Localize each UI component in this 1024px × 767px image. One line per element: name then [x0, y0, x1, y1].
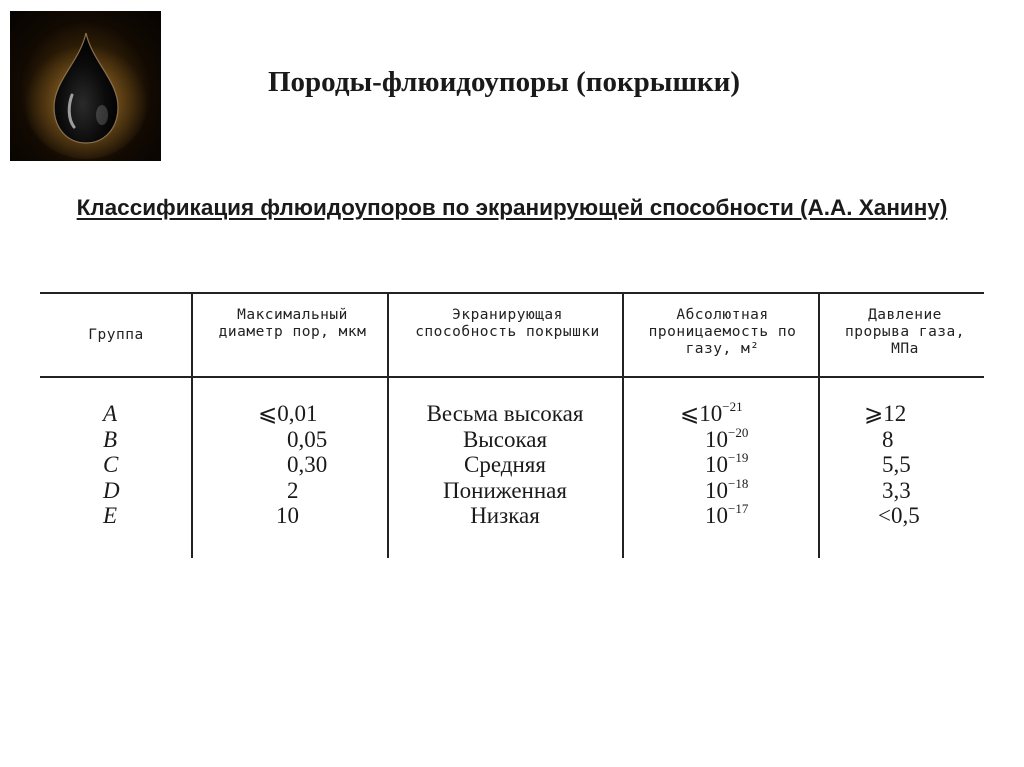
pressure-column	[864, 401, 974, 529]
header-gas-permeability: Абсолютная проницаемость по газу, м²	[648, 307, 797, 357]
table-cell: $⩽10^{-21}$	[680, 399, 743, 426]
table-cell: E	[103, 503, 118, 528]
column-divider	[191, 294, 193, 376]
table-cell: ⩽0,01	[258, 401, 318, 426]
table-cell: $10^{-19}$	[705, 450, 749, 477]
table-cell: Пониженная	[443, 477, 567, 503]
column-divider	[191, 378, 193, 558]
table-header-rule	[40, 376, 984, 378]
permeability-column	[680, 401, 810, 529]
table-cell: B	[103, 426, 118, 452]
table-cell: ⩾12	[864, 401, 907, 426]
table-top-rule	[40, 292, 984, 294]
table-cell: 3,3	[882, 477, 911, 503]
column-divider	[622, 294, 624, 376]
table-cell: $10^{-17}$	[705, 501, 749, 528]
capacity-column	[395, 401, 615, 529]
table-cell: 0,05	[287, 426, 328, 452]
group-column	[103, 401, 143, 529]
header-pore-diameter: Максимальный диаметр пор, мкм	[218, 307, 367, 340]
table-cell: Средняя	[464, 452, 546, 477]
header-group: Группа	[88, 327, 144, 343]
column-divider	[387, 294, 389, 376]
slide-title: Породы-флюидоупоры (покрышки)	[268, 66, 741, 98]
table-cell: Низкая	[470, 503, 540, 528]
table-cell: <0,5	[878, 503, 920, 528]
table-cell: 2	[287, 477, 299, 503]
table-cell: $10^{-20}$	[705, 424, 749, 452]
oil-drop-icon	[10, 11, 161, 161]
table-cell: 10	[276, 503, 299, 528]
header-sealing-capacity: Экранирующая способность покрышки	[415, 307, 600, 340]
table-caption: Классификация флюидоупоров по экранирующей способности (А.А. Ханину)	[76, 195, 948, 220]
column-divider	[387, 378, 389, 558]
table-cell: 8	[882, 426, 894, 452]
table-cell: C	[103, 452, 119, 477]
table-cell: A	[103, 401, 118, 426]
table-cell: $10^{-18}$	[705, 475, 749, 503]
table-cell: 5,5	[882, 452, 911, 477]
table-cell: 0,30	[287, 452, 328, 477]
column-divider	[622, 378, 624, 558]
column-divider	[818, 294, 820, 376]
table-cell: Высокая	[462, 426, 548, 452]
header-breakthrough-pressure: Давление прорыва газа, МПа	[845, 307, 965, 357]
table-cell: Весьма высокая	[426, 401, 584, 426]
diameter-column	[258, 401, 378, 529]
column-divider	[818, 378, 820, 558]
table-cell: D	[103, 477, 120, 503]
